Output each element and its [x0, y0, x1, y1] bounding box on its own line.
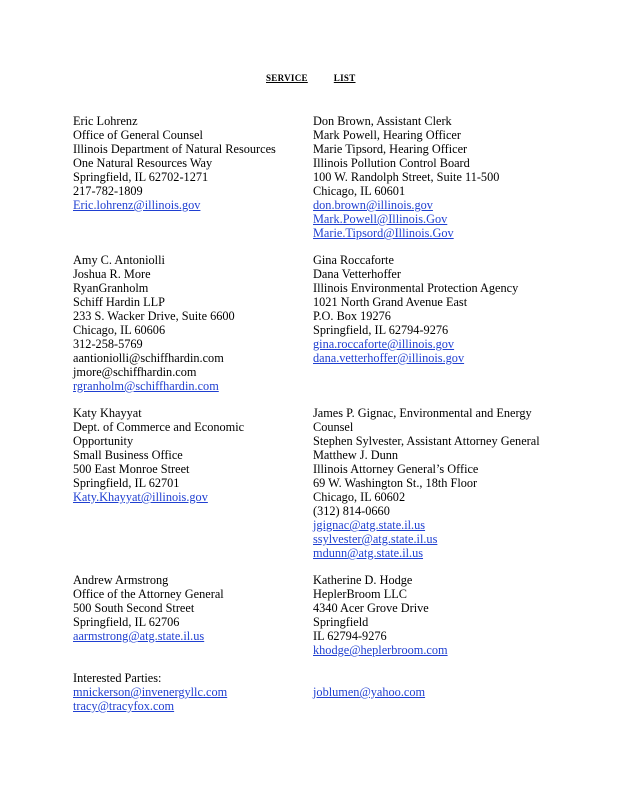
- email-link[interactable]: mnickerson@invenergyllc.com: [73, 685, 228, 699]
- email-link[interactable]: Marie.Tipsord@Illinois.Gov: [313, 226, 454, 240]
- contact-line: 100 W. Randolph Street, Suite 11-500: [313, 170, 500, 184]
- email-link[interactable]: ssylvester@atg.state.il.us: [313, 532, 438, 546]
- service-list-title: [266, 73, 356, 83]
- contact-line: Amy C. Antoniolli: [73, 253, 165, 267]
- contact-line: Illinois Pollution Control Board: [313, 156, 470, 170]
- contact-line: Springfield, IL 62706: [73, 615, 180, 629]
- contact-line: Chicago, IL 60602: [313, 490, 406, 504]
- email-link[interactable]: dana.vetterhoffer@illinois.gov: [313, 351, 465, 365]
- contact-block-illinois-epa: [313, 253, 518, 365]
- contact-line: Counsel: [313, 420, 354, 434]
- contact-line: Eric Lohrenz: [73, 114, 138, 128]
- contact-line: 500 East Monroe Street: [73, 462, 190, 476]
- contact-line: Dana Vetterhoffer: [313, 267, 401, 281]
- contact-line: Springfield, IL 62701: [73, 476, 180, 490]
- interested-parties-label: Interested Parties:: [73, 671, 162, 685]
- contact-line: Katy Khayyat: [73, 406, 142, 420]
- contact-line: 500 South Second Street: [73, 601, 195, 615]
- contact-line: Don Brown, Assistant Clerk: [313, 114, 452, 128]
- contact-line: Marie Tipsord, Hearing Officer: [313, 142, 468, 156]
- contact-line: 4340 Acer Grove Drive: [313, 601, 429, 615]
- contact-line: jmore@schiffhardin.com: [73, 365, 197, 379]
- contact-line: Small Business Office: [73, 448, 183, 462]
- contact-line: Mark Powell, Hearing Officer: [313, 128, 461, 142]
- email-link[interactable]: Mark.Powell@Illinois.Gov: [313, 212, 448, 226]
- contact-line: 233 S. Wacker Drive, Suite 6600: [73, 309, 235, 323]
- title-word-service: SERVICE: [266, 73, 308, 83]
- email-link[interactable]: jgignac@atg.state.il.us: [313, 518, 426, 532]
- contact-line: 312-258-5769: [73, 337, 143, 351]
- contact-line: Illinois Department of Natural Resources: [73, 142, 276, 156]
- contact-line: HeplerBroom LLC: [313, 587, 407, 601]
- contact-line: Katherine D. Hodge: [313, 573, 413, 587]
- contact-line: 69 W. Washington St., 18th Floor: [313, 476, 478, 490]
- contact-line: 217-782-1809: [73, 184, 143, 198]
- contact-block-hodge: [313, 573, 448, 657]
- contact-line: James P. Gignac, Environmental and Energy: [313, 406, 532, 420]
- contact-block-lohrenz: [73, 114, 276, 212]
- contact-line: Illinois Attorney General’s Office: [313, 462, 479, 476]
- contact-line: P.O. Box 19276: [313, 309, 391, 323]
- contact-line: Schiff Hardin LLP: [73, 295, 165, 309]
- contact-line: aantioniolli@schiffhardin.com: [73, 351, 224, 365]
- contact-line: Springfield: [313, 615, 369, 629]
- email-link[interactable]: Eric.lohrenz@illinois.gov: [73, 198, 201, 212]
- contact-line: IL 62794-9276: [313, 629, 387, 643]
- title-word-list: LIST: [333, 73, 356, 83]
- contact-line: Andrew Armstrong: [73, 573, 169, 587]
- email-link[interactable]: don.brown@illinois.gov: [313, 198, 433, 212]
- contact-block-attorney-general: [313, 406, 540, 560]
- contact-block-khayyat: [73, 406, 244, 504]
- contact-line: One Natural Resources Way: [73, 156, 213, 170]
- contact-line: Springfield, IL 62794-9276: [313, 323, 449, 337]
- contact-line: Stephen Sylvester, Assistant Attorney General: [313, 434, 540, 448]
- contact-line: 1021 North Grand Avenue East: [313, 295, 468, 309]
- contact-line: Chicago, IL 60601: [313, 184, 406, 198]
- email-link[interactable]: tracy@tracyfox.com: [73, 699, 175, 713]
- email-link[interactable]: gina.roccaforte@illinois.gov: [313, 337, 455, 351]
- contact-line: Office of the Attorney General: [73, 587, 224, 601]
- contact-line: Springfield, IL 62702-1271: [73, 170, 209, 184]
- contact-block-pollution-control-board: [313, 114, 499, 240]
- interested-parties-block: [73, 671, 227, 713]
- contact-line: Illinois Environmental Protection Agency: [313, 281, 519, 295]
- email-link[interactable]: aarmstrong@atg.state.il.us: [73, 629, 205, 643]
- email-link[interactable]: khodge@heplerbroom.com: [313, 643, 448, 657]
- email-link[interactable]: joblumen@yahoo.com: [313, 685, 426, 699]
- contact-block-schiff-hardin: [73, 253, 235, 393]
- contact-line: Gina Roccaforte: [313, 253, 394, 267]
- contact-line: Matthew J. Dunn: [313, 448, 399, 462]
- contact-line: Joshua R. More: [73, 267, 151, 281]
- contact-line: Opportunity: [73, 434, 134, 448]
- interested-parties-right: [313, 685, 425, 699]
- contact-block-armstrong: [73, 573, 224, 643]
- contact-line: Chicago, IL 60606: [73, 323, 166, 337]
- email-link[interactable]: mdunn@atg.state.il.us: [313, 546, 424, 560]
- contact-line: Office of General Counsel: [73, 128, 203, 142]
- email-link[interactable]: Katy.Khayyat@illinois.gov: [73, 490, 208, 504]
- contact-line: Dept. of Commerce and Economic: [73, 420, 245, 434]
- email-link[interactable]: rgranholm@schiffhardin.com: [73, 379, 219, 393]
- contact-line: (312) 814-0660: [313, 504, 390, 518]
- contact-line: RyanGranholm: [73, 281, 149, 295]
